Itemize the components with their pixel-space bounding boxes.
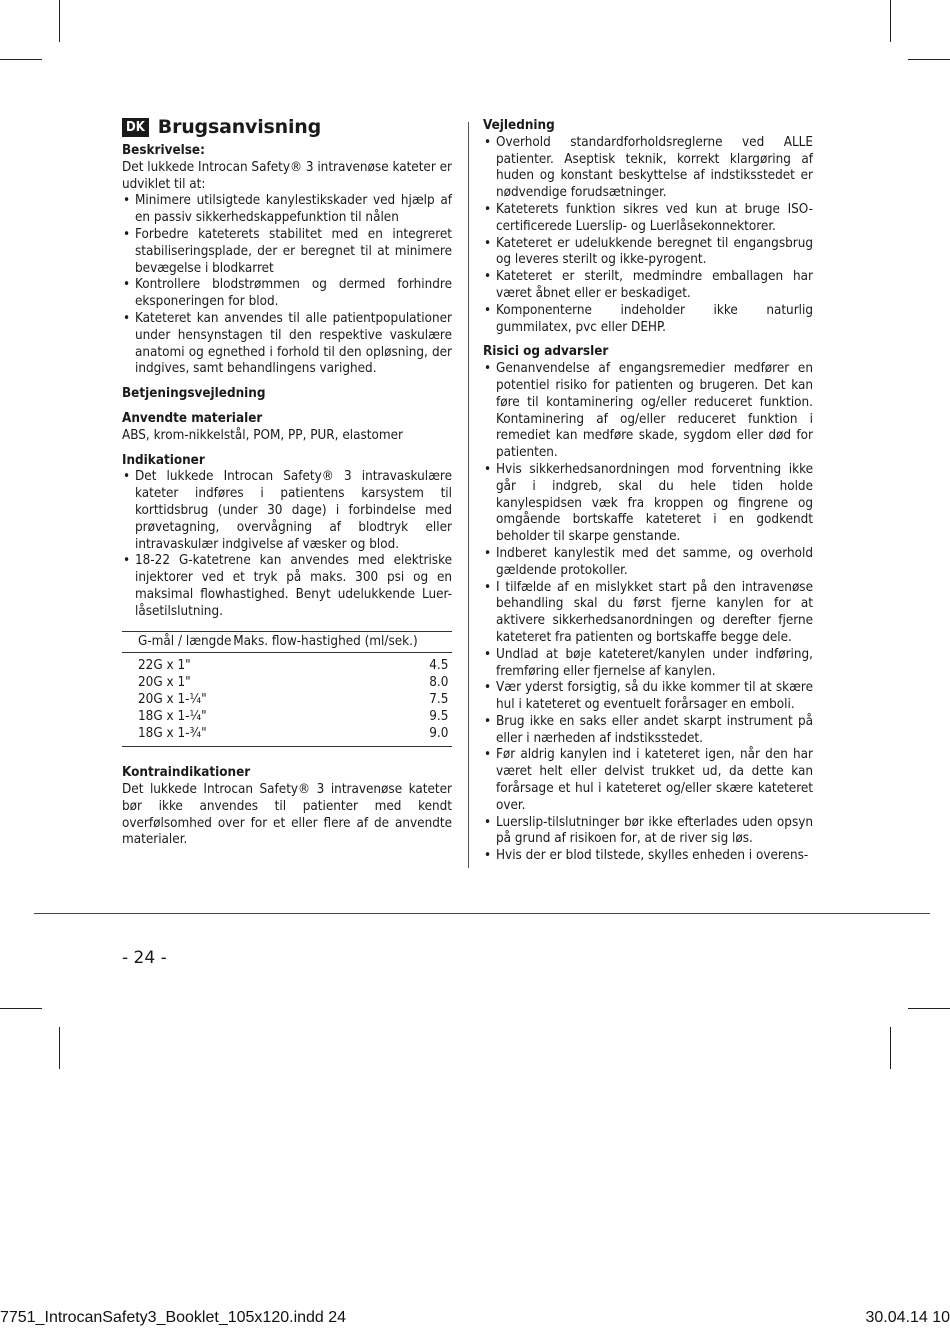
- list-item: • 18-22 G-katetrene kan anvendes med elektriske injektorer ved et tryk på maks. 300 psi og en maksimal flowhastighed. Benyt udelukkende Luer-låsetilslutning.: [122, 553, 452, 620]
- footer-date: 30.04.14 10: [865, 1309, 950, 1326]
- list-item: • Overhold standardforholdsreglerne ved ALLE patienter. Aseptisk teknik, korrekt klargøring af huden og konstant beskyttelse af indstiksstedet er nødvendige forudsætninger.: [483, 135, 813, 202]
- table-cell-flow: 9.0: [233, 726, 452, 747]
- risici-heading: Risici og advarsler: [483, 344, 609, 360]
- bottom-rule: [34, 913, 930, 914]
- right-column: [483, 118, 813, 865]
- list-item: • Forbedre kateterets stabilitet med en integreret stabiliseringsplade, der er beregnet til at minimere bevægelse i blodkarret: [122, 227, 452, 277]
- table-row: [122, 726, 452, 747]
- list-item: • Kateteret er sterilt, medmindre emballagen har været åbnet eller er beskadiget.: [483, 269, 813, 303]
- column-divider: [468, 122, 469, 868]
- language-badge: DK: [122, 118, 149, 137]
- beskrivelse-list: [122, 193, 452, 378]
- indikationer-heading: Indikationer: [122, 452, 205, 468]
- table-cell-gauge: 20G x 1-¼": [138, 691, 207, 707]
- page-title: Brugsanvisning: [157, 116, 321, 139]
- list-item: • Hvis sikkerhedsanordningen mod forventning ikke går i indgreb, skal du hele tiden holde kanylespidsen væk fra kroppen og fingrene og omgående bortskaffe kateteret i en godkendt beholder til skarpe genstande.: [483, 462, 813, 546]
- list-item: • Kontrollere blodstrømmen og dermed forhindre eksponeringen for blod.: [122, 277, 452, 311]
- crop-mark: [890, 0, 891, 42]
- crop-mark: [908, 59, 950, 60]
- betjening-heading: Betjeningsvejledning: [122, 386, 266, 402]
- table-row: [122, 675, 452, 692]
- beskrivelse-heading: Beskrivelse:: [122, 143, 205, 158]
- crop-mark: [0, 59, 42, 60]
- vejledning-list: [483, 135, 813, 337]
- materialer-text: ABS, krom-nikkelstål, POM, PP, PUR, elastomer: [122, 427, 403, 443]
- table-header-flow: Maks. flow-hastighed (ml/sek.): [233, 631, 452, 653]
- list-item: • Komponenterne indeholder ikke naturlig gummilatex, pvc eller DEHP.: [483, 303, 813, 337]
- vejledning-heading: Vejledning: [483, 118, 555, 133]
- list-item: • I tilfælde af en mislykket start på den intravenøse behandling skal du først fjerne kanylen for at aktivere sikkerhedsanordningen og derefter fjerne kateteret fra patienten og bortskaffe begge dele.: [483, 580, 813, 647]
- section-title-row: [122, 118, 452, 137]
- flow-rate-table: [122, 631, 452, 748]
- table-row: [122, 709, 452, 726]
- kontra-text: Det lukkede Introcan Safety® 3 intravenøse kateter bør ikke anvendes til patienter med kendt overfølsomhed over for et eller flere af de anvendte materialer.: [122, 782, 452, 848]
- list-item: • Hvis der er blod tilstede, skylles enheden i overens-: [483, 848, 813, 865]
- list-item: • Genanvendelse af engangsremedier medfører en potentiel risiko for patienten og brugeren. Det kan føre til kontaminering og/eller reduceret funktion. Kontaminering af og/eller reduceret funktion i remediet kan medføre skade, sygdom eller død for patienten.: [483, 361, 813, 462]
- crop-mark: [59, 0, 60, 42]
- list-item: • Kateterets funktion sikres ved kun at bruge ISO-certificerede Luerslip- og Luerlåsekonnektorer.: [483, 202, 813, 236]
- list-item: • Kateteret kan anvendes til alle patientpopulationer under hensynstagen til den respektive vaskulære anatomi og egnethed i forhold til den opløsning, der indgives, samt behandlingens varighed.: [122, 311, 452, 378]
- list-item: • Vær yderst forsigtig, så du ikke kommer til at skære hul i kateteret og eventuelt forårsager en emboli.: [483, 680, 813, 714]
- table-row: [122, 692, 452, 709]
- list-item: • Det lukkede Introcan Safety® 3 intravaskulære kateter indføres i patientens karsystem til korttidsbrug (under 30 dage) i forbindelse med prøvetagning, overvågning af blodtryk eller intravaskulær indgivelse af væsker og blod.: [122, 469, 452, 553]
- risici-list: [483, 361, 813, 865]
- table-cell-flow: 8.0: [429, 675, 449, 691]
- list-item: • Luerslip-tilslutninger bør ikke efterlades uden opsyn på grund af risikoen for, at de river sig løs.: [483, 815, 813, 849]
- table-cell-gauge: 18G x 1-¼": [138, 708, 207, 724]
- list-item: • Kateteret er udelukkende beregnet til engangsbrug og leveres sterilt og ikke-pyrogent.: [483, 236, 813, 270]
- table-cell-gauge: 18G x 1-¾": [122, 726, 233, 747]
- table-cell-flow: 7.5: [429, 691, 449, 707]
- list-item: • Minimere utilsigtede kanylestikskader ved hjælp af en passiv sikkerhedskappefunktion til nålen: [122, 193, 452, 227]
- list-item: • Undlad at bøje kateteret/kanylen under indføring, fremføring eller fjernelse af kanylen.: [483, 647, 813, 681]
- indikationer-list: [122, 469, 452, 620]
- beskrivelse-text: Det lukkede Introcan Safety® 3 intravenøse kateter er udviklet til at:: [122, 159, 452, 192]
- crop-mark: [0, 1008, 42, 1009]
- table-cell-flow: 9.5: [429, 708, 449, 724]
- table-cell-flow: 4.5: [233, 653, 452, 675]
- list-item: • Indberet kanylestik med det samme, og overhold gældende protokoller.: [483, 546, 813, 580]
- list-item: • Brug ikke en saks eller andet skarpt instrument på eller i nærheden af indstiksstedet.: [483, 714, 813, 748]
- left-column: [122, 118, 452, 849]
- page-number: - 24 -: [122, 948, 167, 968]
- crop-mark: [59, 1027, 60, 1069]
- list-item: • Før aldrig kanylen ind i kateteret igen, når den har været helt eller delvist trukket ud, da dette kan forårsage et hul i kateteret og/eller skære kateteret over.: [483, 747, 813, 814]
- materialer-heading: Anvendte materialer: [122, 410, 263, 426]
- table-cell-gauge: 22G x 1": [122, 653, 233, 675]
- kontra-heading: Kontraindikationer: [122, 765, 251, 781]
- table-cell-gauge: 20G x 1": [138, 675, 191, 691]
- crop-mark: [908, 1008, 950, 1009]
- crop-mark: [890, 1027, 891, 1069]
- table-row: [122, 653, 452, 675]
- footer-filename: 7751_IntrocanSafety3_Booklet_105x120.indd 24: [0, 1309, 347, 1326]
- table-header-gauge: G-mål / længde: [122, 631, 233, 653]
